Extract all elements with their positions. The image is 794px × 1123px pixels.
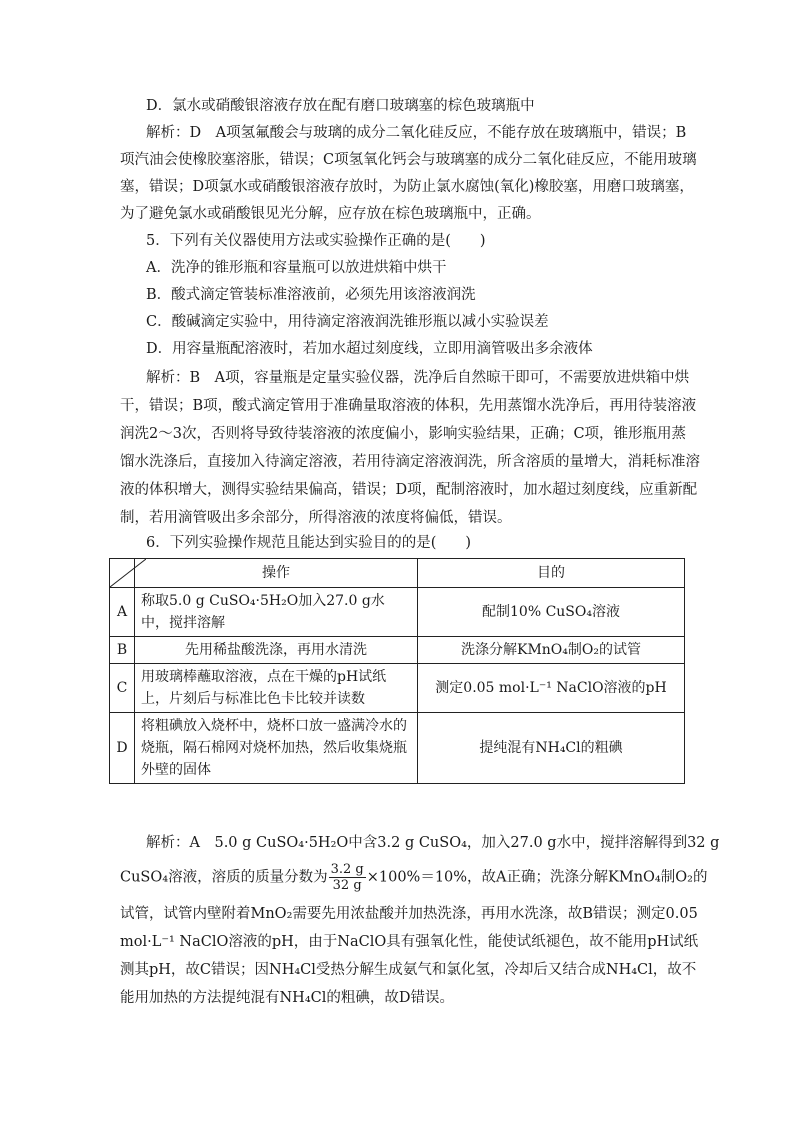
q5-analysis-line-5: 液的体积增大，测得实验结果偏高，错误；D项，配制溶液时，加水超过刻度线，应重新配 <box>120 482 698 498</box>
q5-analysis-line-1: 解析：B A项，容量瓶是定量实验仪器，洗净后自然晾干即可，不需要放进烘箱中烘 <box>146 370 690 386</box>
q4-analysis-line-4: 为了避免氯水或硝酸银见光分解，应存放在棕色玻璃瓶中，正确。 <box>120 206 541 222</box>
q6-analysis-line-3: 试管，试管内壁附着MnO₂需要先用浓盐酸并加热洗涤，再用水洗涤，故B错误；测定0.05 <box>120 906 698 922</box>
q6-analysis-line-1: 解析：A 5.0 g CuSO₄·5H₂O中含3.2 g CuSO₄，加入27.0 g水中，搅拌溶解得到32 g <box>146 835 720 851</box>
q5-analysis-line-2: 干，错误；B项，酸式滴定管用于准确量取溶液的体积，先用蒸馏水洗净后，再用待装溶液 <box>120 398 697 414</box>
q6-analysis-line-5: 测其pH，故C错误；因NH₄Cl受热分解生成氨气和氯化氢，冷却后又结合成NH₄Cl，故不 <box>120 962 697 978</box>
row-operation: 称取5.0 g CuSO₄·5H₂O加入27.0 g水中，搅拌溶解 <box>135 588 418 637</box>
table-row <box>110 588 685 637</box>
row-purpose: 配制10% CuSO₄溶液 <box>418 588 685 637</box>
q5-stem: 5．下列有关仪器使用方法或实验操作正确的是( ) <box>146 233 486 249</box>
q5-option-a: A．洗净的锥形瓶和容量瓶可以放进烘箱中烘干 <box>146 260 447 276</box>
q4-analysis-line-2: 项汽油会使橡胶塞溶胀，错误；C项氢氧化钙会与玻璃塞的成分二氧化硅反应，不能用玻璃 <box>120 152 697 168</box>
q4-analysis-line-1: 解析：D A项氢氟酸会与玻璃的成分二氧化硅反应，不能存放在玻璃瓶中，错误；B <box>146 125 687 141</box>
table-corner-cell <box>110 559 135 588</box>
row-purpose: 提纯混有NH₄Cl的粗碘 <box>418 713 685 784</box>
fraction-denominator: 32 g <box>332 878 362 893</box>
table-row <box>110 713 685 784</box>
q6-analysis-line-2-pre: CuSO₄溶液，溶质的质量分数为 <box>120 869 328 886</box>
q4-option-d: D．氯水或硝酸银溶液存放在配有磨口玻璃塞的棕色玻璃瓶中 <box>146 98 535 114</box>
q4-analysis-line-3: 塞，错误；D项氯水或硝酸银溶液存放时，为防止氯水腐蚀(氧化)橡胶塞，用磨口玻璃塞， <box>120 179 694 195</box>
row-operation: 将粗碘放入烧杯中，烧杯口放一盛满冷水的烧瓶，隔石棉网对烧杯加热，然后收集烧瓶外壁的固体 <box>135 713 418 784</box>
row-operation: 用玻璃棒蘸取溶液，点在干燥的pH试纸上，片刻后与标准比色卡比较并读数 <box>135 664 418 713</box>
table-row <box>110 664 685 713</box>
row-label: C <box>110 664 135 713</box>
q6-analysis-line-2 <box>120 862 708 893</box>
q6-stem: 6．下列实验操作规范且能达到实验目的的是( ) <box>146 535 472 551</box>
table-header-row <box>110 559 685 588</box>
q5-analysis-line-3: 润洗2～3次，否则将导致待装溶液的浓度偏小，影响实验结果，正确；C项，锥形瓶用蒸 <box>120 426 687 442</box>
q6-analysis-line-4: mol·L⁻¹ NaClO溶液的pH，由于NaClO具有强氧化性，能使试纸褪色，故不能用pH试纸 <box>120 934 699 950</box>
q5-analysis-line-6: 制，若用滴管吸出多余部分，所得溶液的浓度将偏低，错误。 <box>120 510 512 526</box>
q5-analysis-line-4: 馏水洗涤后，直接加入待滴定溶液，若用待滴定溶液润洗，所含溶质的量增大，消耗标准溶 <box>120 454 700 470</box>
fraction-numerator: 3.2 g <box>330 862 364 877</box>
q5-option-d: D．用容量瓶配溶液时，若加水超过刻度线，立即用滴管吸出多余液体 <box>146 341 593 357</box>
mass-fraction <box>329 862 366 893</box>
diagonal-line-icon <box>110 559 146 587</box>
row-label: A <box>110 588 135 637</box>
row-label: B <box>110 637 135 664</box>
q6-analysis-line-2-post: ×100%＝10%，故A正确；洗涤分解KMnO₄制O₂的 <box>366 869 708 886</box>
row-purpose: 洗涤分解KMnO₄制O₂的试管 <box>418 637 685 664</box>
table-row <box>110 637 685 664</box>
row-label: D <box>110 713 135 784</box>
q6-table <box>109 558 685 784</box>
q6-analysis-line-6: 能用加热的方法提纯混有NH₄Cl的粗碘，故D错误。 <box>120 990 455 1006</box>
table-header-operation: 操作 <box>135 559 418 588</box>
q5-option-b: B．酸式滴定管装标准溶液前，必须先用该溶液润洗 <box>146 287 476 303</box>
table-header-purpose: 目的 <box>418 559 685 588</box>
q5-option-c: C．酸碱滴定实验中，用待滴定溶液润洗锥形瓶以减小实验误差 <box>146 314 549 330</box>
row-purpose: 测定0.05 mol·L⁻¹ NaClO溶液的pH <box>418 664 685 713</box>
row-operation: 先用稀盐酸洗涤，再用水清洗 <box>135 637 418 664</box>
